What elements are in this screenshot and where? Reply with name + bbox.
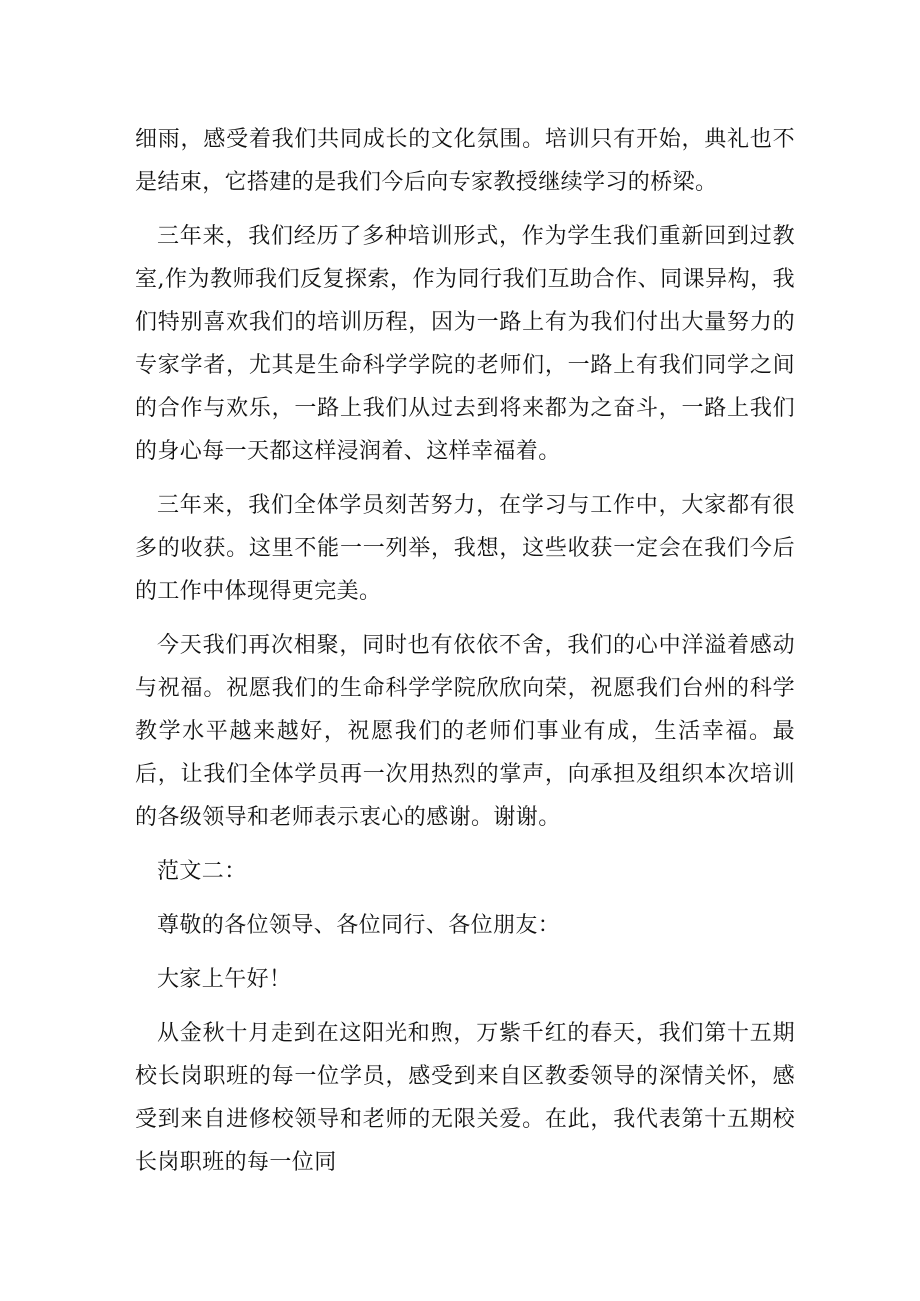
sample-heading: 范文二： xyxy=(157,859,247,884)
paragraph-achievements: 三年来，我们全体学员刻苦努力，在学习与工作中，大家都有很多的收获。这里不能一一列举，我想，这些收获一定会在我们今后的工作中体现得更完美。 xyxy=(135,493,795,604)
paragraph-training-history: 三年来，我们经历了多种培训形式，作为学生我们重新回到过教室,作为教师我们反复探索，作为同行我们互助合作、同课异构，我们特别喜欢我们的培训历程，因为一路上有为我们付出大量努力的专家学者，尤其是生命科学学院的老师们，一路上有我们同学之间的合作与欢乐，一路上我们从过去到将来都为之奋斗，一路上我们的身心每一天都这样浸润着、这样幸福着。 xyxy=(135,224,795,464)
greeting: 大家上午好！ xyxy=(157,967,292,992)
paragraph-opening: 从金秋十月走到在这阳光和煦，万紫千红的春天，我们第十五期校长岗职班的每一位学员，感受到来自区教委领导的深情关怀，感受到来自进修校领导和老师的无限关爱。在此，我代表第十五期校长岗职班的每一位同 xyxy=(135,1021,795,1175)
paragraph-continuation: 细雨，感受着我们共同成长的文化氛围。培训只有开始，典礼也不是结束，它搭建的是我们今后向专家教授继续学习的桥梁。 xyxy=(135,127,795,195)
document-body xyxy=(135,118,795,1184)
paragraph-blessings: 今天我们再次相聚，同时也有依依不舍，我们的心中洋溢着感动与祝福。祝愿我们的生命科学学院欣欣向荣，祝愿我们台州的科学教学水平越来越好，祝愿我们的老师们事业有成，生活幸福。最后，让我们全体学员再一次用热烈的掌声，向承担及组织本次培训的各级领导和老师表示衷心的感谢。谢谢。 xyxy=(135,633,795,830)
salutation: 尊敬的各位领导、各位同行、各位朋友： xyxy=(157,913,561,938)
